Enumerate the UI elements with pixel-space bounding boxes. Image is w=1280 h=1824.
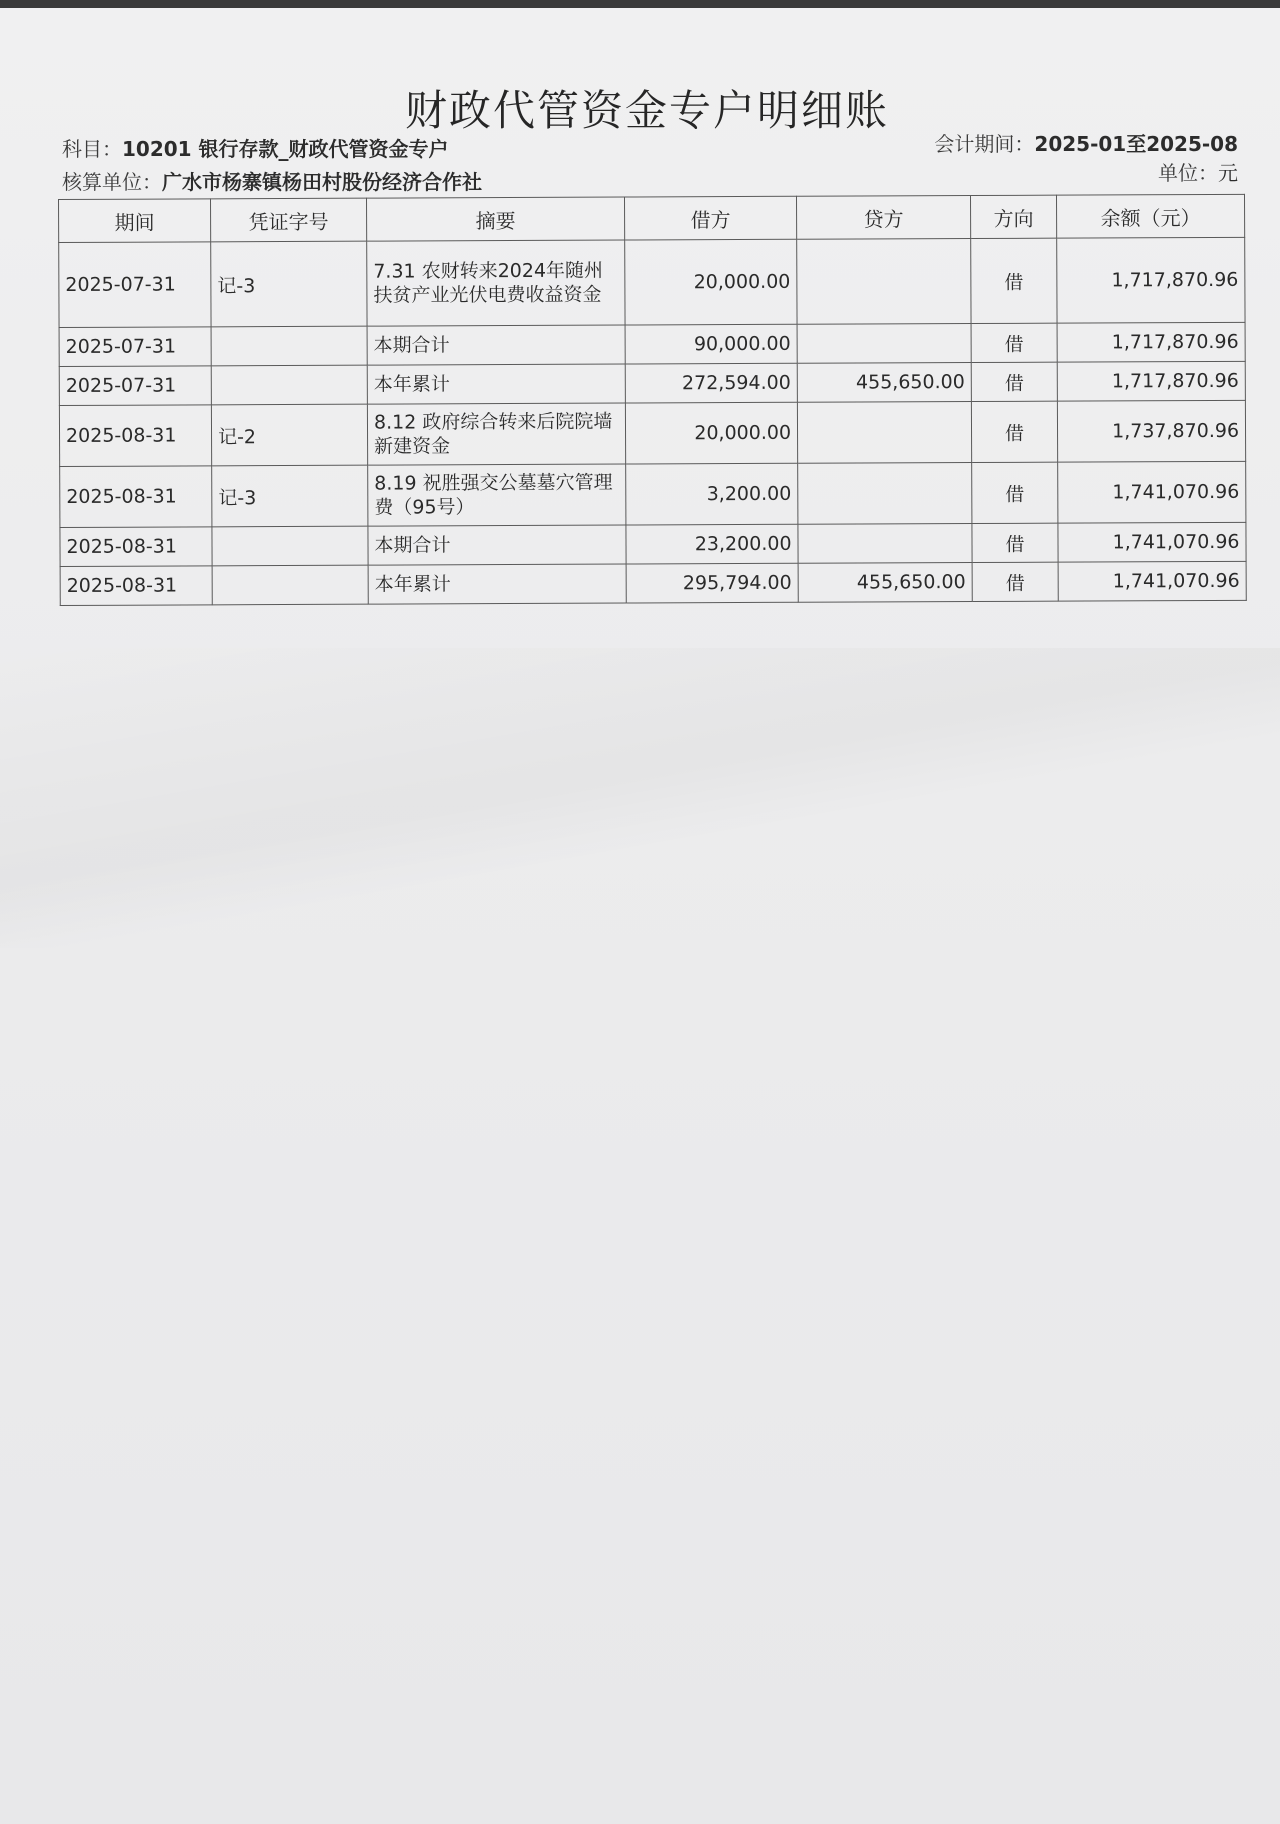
accounting-period-label: 会计期间： [934, 132, 1035, 156]
accounting-unit-line [62, 166, 482, 195]
cell-balance: 1,717,870.96 [1057, 361, 1245, 401]
cell-direction: 借 [972, 562, 1058, 601]
currency-unit-line [1158, 157, 1238, 186]
header-summary: 摘要 [366, 197, 624, 241]
header-date: 期间 [59, 199, 211, 243]
table-row [60, 522, 1246, 566]
subject-value: 10201 银行存款_财政代管资金专户 [122, 137, 449, 161]
currency-unit-value: 元 [1218, 161, 1238, 185]
cell-direction: 借 [971, 401, 1057, 462]
accounting-unit-label: 核算单位： [62, 170, 162, 194]
cell-debit: 3,200.00 [626, 463, 798, 525]
cell-direction: 借 [972, 523, 1058, 562]
accounting-period-value: 2025-01至2025-08 [1034, 132, 1238, 156]
cell-balance: 1,741,070.96 [1058, 461, 1246, 523]
cell-debit: 295,794.00 [626, 563, 798, 603]
cell-date: 2025-08-31 [60, 466, 212, 528]
cell-voucher: 记-2 [211, 404, 367, 466]
table-row [60, 561, 1246, 605]
cell-date: 2025-08-31 [59, 405, 211, 467]
cell-summary: 8.12 政府综合转来后院院墙新建资金 [367, 403, 625, 465]
cell-balance: 1,717,870.96 [1057, 322, 1245, 362]
header-direction: 方向 [970, 195, 1056, 238]
table-row [59, 237, 1245, 327]
cell-credit: 455,650.00 [798, 563, 972, 603]
cell-balance: 1,737,870.96 [1057, 400, 1245, 462]
cell-direction: 借 [971, 362, 1057, 401]
currency-unit-label: 单位： [1158, 161, 1218, 185]
cell-date: 2025-07-31 [59, 242, 211, 328]
cell-balance: 1,717,870.96 [1057, 237, 1245, 323]
cell-direction: 借 [971, 323, 1057, 362]
table-row [59, 400, 1245, 466]
cell-summary: 本期合计 [367, 325, 625, 365]
cell-direction: 借 [971, 238, 1057, 323]
cell-credit [798, 463, 972, 525]
cell-balance: 1,741,070.96 [1058, 561, 1246, 601]
cell-debit: 23,200.00 [626, 524, 798, 564]
cell-summary: 本年累计 [368, 564, 626, 604]
paper-crease [0, 648, 1280, 948]
header-balance: 余额（元） [1056, 194, 1244, 238]
cell-direction: 借 [972, 462, 1058, 523]
cell-date: 2025-08-31 [60, 527, 212, 567]
cell-date: 2025-08-31 [60, 566, 212, 606]
table-row [59, 322, 1245, 366]
cell-voucher [212, 526, 368, 566]
cell-voucher: 记-3 [212, 465, 368, 527]
cell-credit [797, 402, 971, 464]
cell-debit: 90,000.00 [625, 324, 797, 364]
subject-label: 科目： [62, 137, 122, 161]
cell-debit: 20,000.00 [625, 402, 797, 464]
cell-voucher [211, 365, 367, 405]
header-debit: 借方 [624, 196, 796, 240]
cell-summary: 本期合计 [368, 525, 626, 565]
cell-summary: 8.19 祝胜强交公墓墓穴管理费（95号） [368, 464, 626, 526]
table-row [60, 461, 1246, 527]
page-title: 财政代管资金专户明细账 [404, 86, 889, 135]
header-voucher: 凭证字号 [211, 198, 367, 242]
header-credit: 贷方 [796, 196, 970, 240]
cell-summary: 7.31 农财转来2024年随州扶贫产业光伏电费收益资金 [367, 240, 625, 326]
subject-line [62, 133, 449, 162]
cell-date: 2025-07-31 [59, 366, 211, 406]
ledger-header-row [59, 194, 1245, 242]
cell-credit [797, 239, 971, 325]
cell-credit: 455,650.00 [797, 363, 971, 403]
cell-credit [797, 324, 971, 364]
cell-debit: 272,594.00 [625, 363, 797, 403]
cell-date: 2025-07-31 [59, 327, 211, 367]
accounting-unit-value: 广水市杨寨镇杨田村股份经济合作社 [162, 170, 482, 194]
cell-debit: 20,000.00 [625, 239, 797, 325]
table-row [59, 361, 1245, 405]
cell-voucher: 记-3 [211, 241, 367, 327]
cell-credit [798, 524, 972, 564]
cell-voucher [212, 565, 368, 605]
accounting-period-line [934, 128, 1238, 157]
cell-balance: 1,741,070.96 [1058, 522, 1246, 562]
photo-top-edge [0, 0, 1280, 8]
ledger-table [58, 194, 1247, 606]
cell-summary: 本年累计 [367, 364, 625, 404]
cell-voucher [211, 326, 367, 366]
